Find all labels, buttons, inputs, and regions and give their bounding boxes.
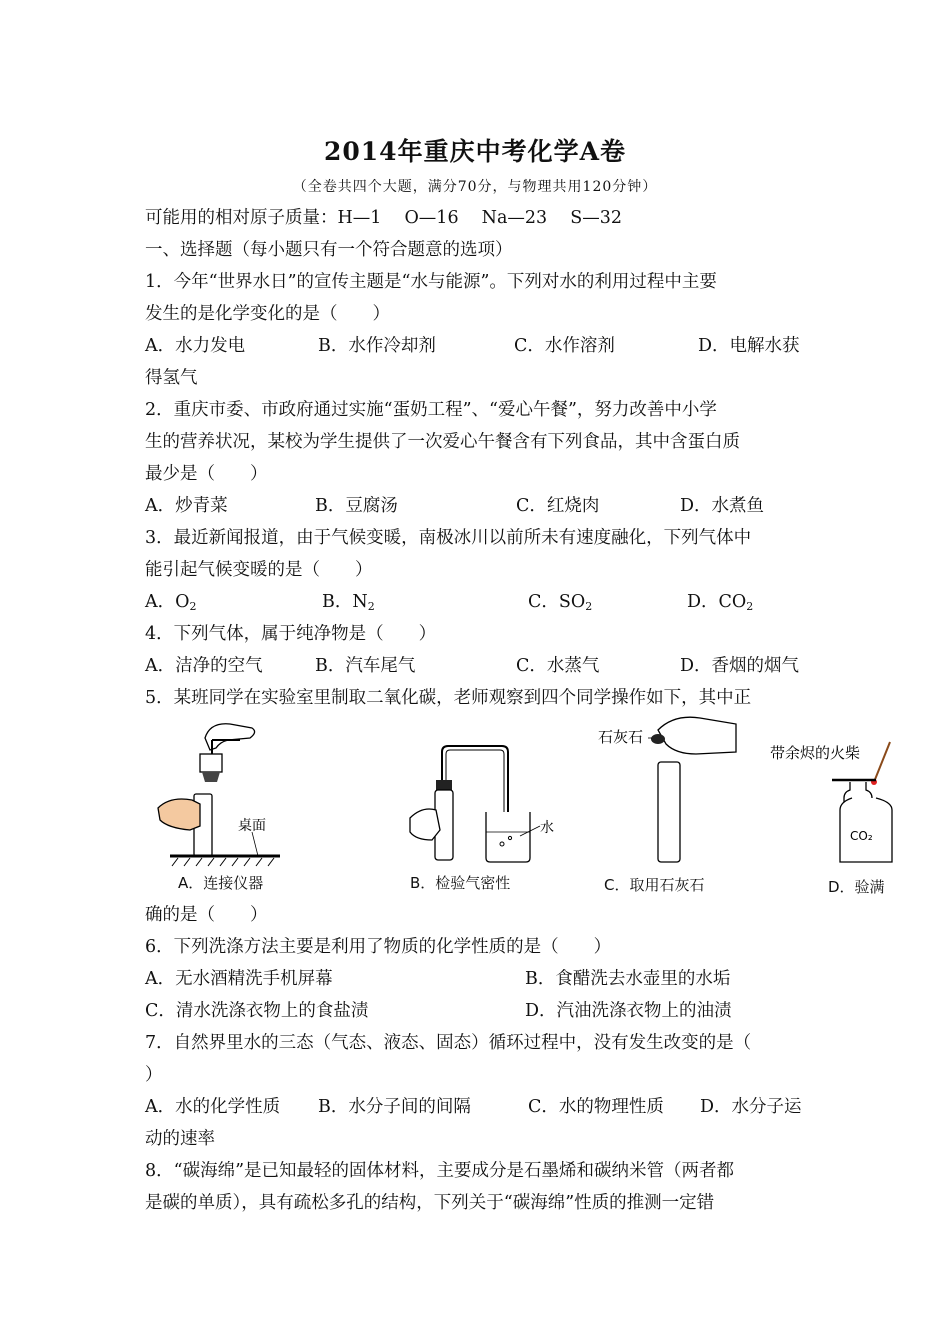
q8-stem-line-2: 是碳的单质），具有疏松多孔的结构，下列关于“碳海绵”性质的推测一定错 <box>145 1193 715 1213</box>
q6-option-b: B．食醋洗去水壶里的水垢 <box>525 969 731 989</box>
q7-option-d: D．水分子运 <box>700 1097 802 1117</box>
q4-option-a: A．洁净的空气 <box>145 656 263 676</box>
page-title: 2014年重庆中考化学A卷 <box>324 137 626 166</box>
q3-stem-line-2: 能引起气候变暖的是（ ） <box>145 560 373 580</box>
q3-option-a: A．$O_2$ <box>145 592 197 613</box>
q1-option-b: B．水作冷却剂 <box>318 336 436 356</box>
q7-option-d-cont: 动的速率 <box>145 1129 215 1149</box>
figure-b-label: 水 <box>540 820 554 836</box>
q1-stem-line-1: 1．今年“世界水日”的宣传主题是“水与能源”。下列对水的利用过程中主要 <box>145 272 717 292</box>
q2-option-a: A．炒青菜 <box>145 496 228 516</box>
page-subtitle: （全卷共四个大题，满分70分，与物理共用120分钟） <box>292 179 658 195</box>
figure-b-airtightness <box>402 740 562 870</box>
q3-stem-line-1: 3．最近新闻报道，由于气候变暖，南极冰川以前所未有速度融化，下列气体中 <box>145 528 752 548</box>
q7-stem-line-2: ） <box>145 1065 163 1085</box>
q3-option-b: B．$N_2$ <box>322 592 375 613</box>
figure-c-caption: C．取用石灰石 <box>604 876 705 894</box>
q2-stem-line-1: 2．重庆市委、市政府通过实施“蛋奶工程”、“爱心午餐”，努力改善中小学 <box>145 400 717 420</box>
figure-a-connect-apparatus <box>150 716 290 896</box>
q7-option-c: C．水的物理性质 <box>528 1097 664 1117</box>
q4-option-c: C．水蒸气 <box>516 656 600 676</box>
figure-d-verify-full <box>770 736 900 872</box>
q7-stem-line-1: 7．自然界里水的三态（气态、液态、固态）循环过程中，没有发生改变的是（ <box>145 1033 752 1053</box>
figure-a-caption: A．连接仪器 <box>178 874 264 892</box>
q1-option-d-cont: 得氢气 <box>145 368 198 388</box>
q4-option-b: B．汽车尾气 <box>315 656 416 676</box>
q5-stem-cont: 确的是（ ） <box>145 905 268 925</box>
q6-option-d: D．汽油洗涤衣物上的油渍 <box>525 1001 732 1021</box>
figure-c-take-limestone <box>596 712 746 872</box>
q2-stem-line-3: 最少是（ ） <box>145 464 268 484</box>
atomic-masses: 可能用的相对原子质量：H—1 O—16 Na—23 S—32 <box>145 208 622 228</box>
q2-option-b: B．豆腐汤 <box>315 496 398 516</box>
q1-option-c: C．水作溶剂 <box>514 336 615 356</box>
q1-option-d: D．电解水获 <box>698 336 800 356</box>
q7-option-b: B．水分子间的间隔 <box>318 1097 471 1117</box>
q4-stem-line-1: 4．下列气体，属于纯净物是（ ） <box>145 624 437 644</box>
figure-b-caption: B．检验气密性 <box>410 874 511 892</box>
q2-option-d: D．水煮鱼 <box>680 496 765 516</box>
q8-stem-line-1: 8．“碳海绵”是已知最轻的固体材料，主要成分是石墨烯和碳纳米管（两者都 <box>145 1161 735 1181</box>
q1-stem-line-2: 发生的是化学变化的是（ ） <box>145 304 390 324</box>
q6-option-c: C．清水洗涤衣物上的食盐渍 <box>145 1001 369 1021</box>
figure-c-label: 石灰石 <box>598 728 644 746</box>
q2-option-c: C．红烧肉 <box>516 496 600 516</box>
figure-d-caption: D．验满 <box>828 878 885 896</box>
figure-a-label: 桌面 <box>238 818 266 834</box>
figure-d-label: 带余烬的火柴 <box>770 744 861 762</box>
q5-stem-line-1: 5．某班同学在实验室里制取二氧化碳，老师观察到四个同学操作如下，其中正 <box>145 688 752 708</box>
figure-d-bottle-label: CO₂ <box>850 829 873 843</box>
q4-option-d: D．香烟的烟气 <box>680 656 800 676</box>
q6-stem-line-1: 6．下列洗涤方法主要是利用了物质的化学性质的是（ ） <box>145 937 612 957</box>
q7-option-a: A．水的化学性质 <box>145 1097 281 1117</box>
q2-stem-line-2: 生的营养状况，某校为学生提供了一次爱心午餐含有下列食品，其中含蛋白质 <box>145 432 740 452</box>
q3-option-d: D．$CO_2$ <box>687 592 754 613</box>
q6-option-a: A．无水酒精洗手机屏幕 <box>145 969 333 989</box>
q1-option-a: A．水力发电 <box>145 336 246 356</box>
q3-option-c: C．$SO_2$ <box>528 592 593 613</box>
section-heading: 一、选择题（每小题只有一个符合题意的选项） <box>145 240 513 260</box>
